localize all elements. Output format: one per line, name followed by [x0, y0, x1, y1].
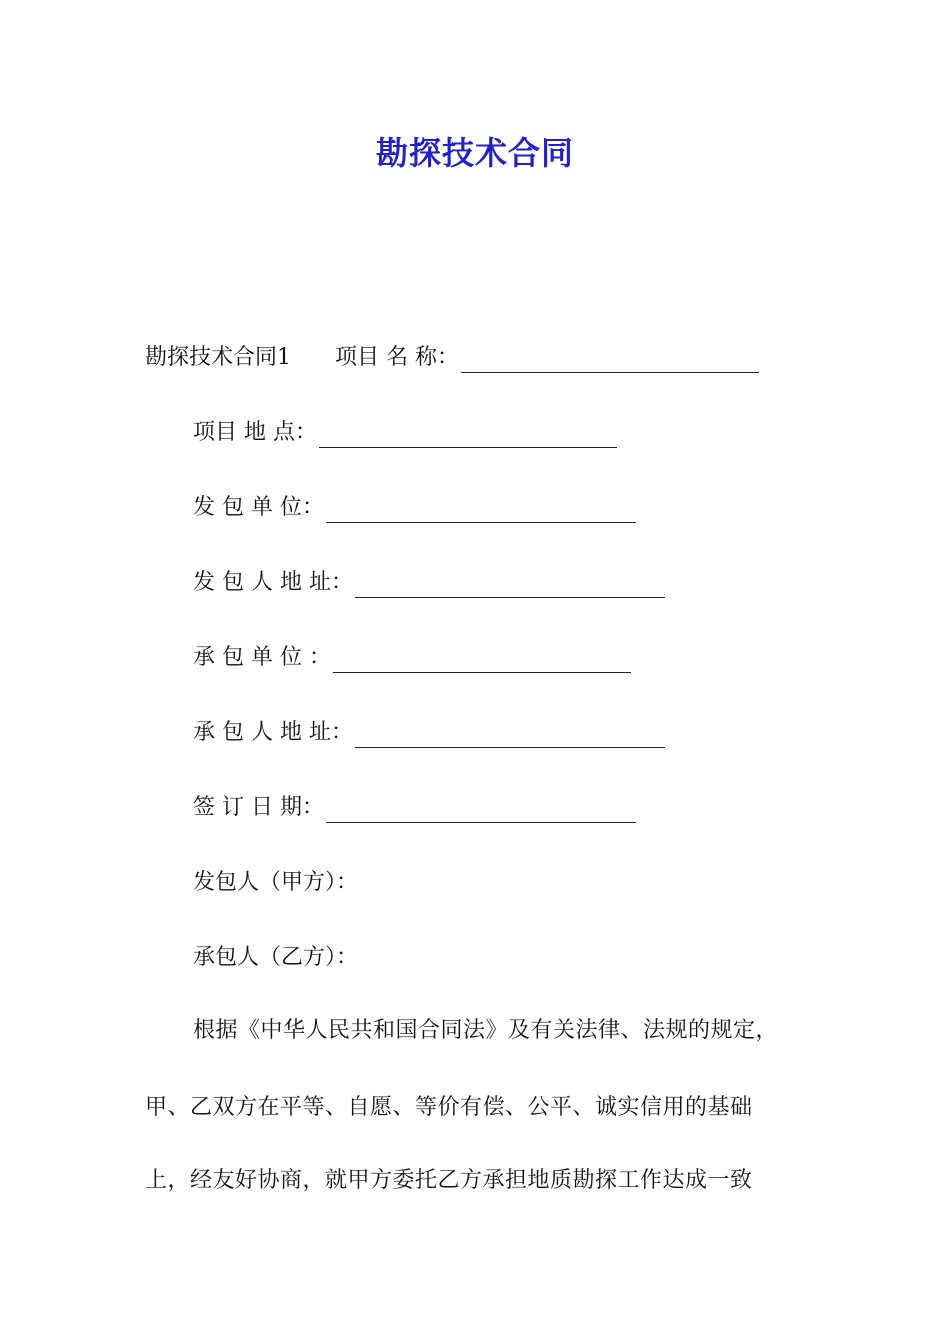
document-title: 勘探技术合同: [375, 134, 574, 172]
employer-unit-label: 发 包 单 位：: [193, 495, 324, 520]
employer-address-label: 发 包 人 地 址：: [193, 570, 353, 595]
project-name-blank[interactable]: [461, 350, 759, 373]
signing-date-blank[interactable]: [326, 800, 636, 823]
party-a-label: 发包人（甲方）：: [193, 870, 359, 895]
contractor-unit-label: 承 包 单 位 ：: [193, 645, 331, 670]
party-b-line: [193, 943, 358, 973]
body-paragraph-line-2: 甲、乙双方在平等、自愿、等价有偿、公平、诚实信用的基础: [145, 1095, 753, 1120]
field-employer-address: [193, 568, 665, 598]
field-contractor-address: [193, 718, 665, 748]
contractor-address-label: 承 包 人 地 址：: [193, 720, 353, 745]
party-b-label: 承包人（乙方）：: [193, 945, 359, 970]
employer-unit-blank[interactable]: [326, 500, 636, 523]
field-signing-date: [193, 793, 636, 823]
contract-heading-row: [145, 343, 759, 373]
field-project-location: [193, 418, 617, 448]
party-a-line: [193, 868, 358, 898]
contractor-address-blank[interactable]: [355, 725, 665, 748]
contract-heading: 勘探技术合同1: [145, 345, 291, 370]
project-name-label: 项目 名 称：: [335, 345, 459, 370]
body-paragraph-line-1: 根据《中华人民共和国合同法》及有关法律、法规的规定，: [193, 1018, 779, 1043]
signing-date-label: 签 订 日 期：: [193, 795, 324, 820]
body-paragraph-line-3: 上，经友好协商，就甲方委托乙方承担地质勘探工作达成一致: [145, 1168, 753, 1193]
contractor-unit-blank[interactable]: [333, 650, 631, 673]
field-contractor-unit: [193, 643, 631, 673]
project-location-blank[interactable]: [319, 425, 617, 448]
employer-address-blank[interactable]: [355, 575, 665, 598]
field-employer-unit: [193, 493, 636, 523]
project-location-label: 项目 地 点：: [193, 420, 317, 445]
